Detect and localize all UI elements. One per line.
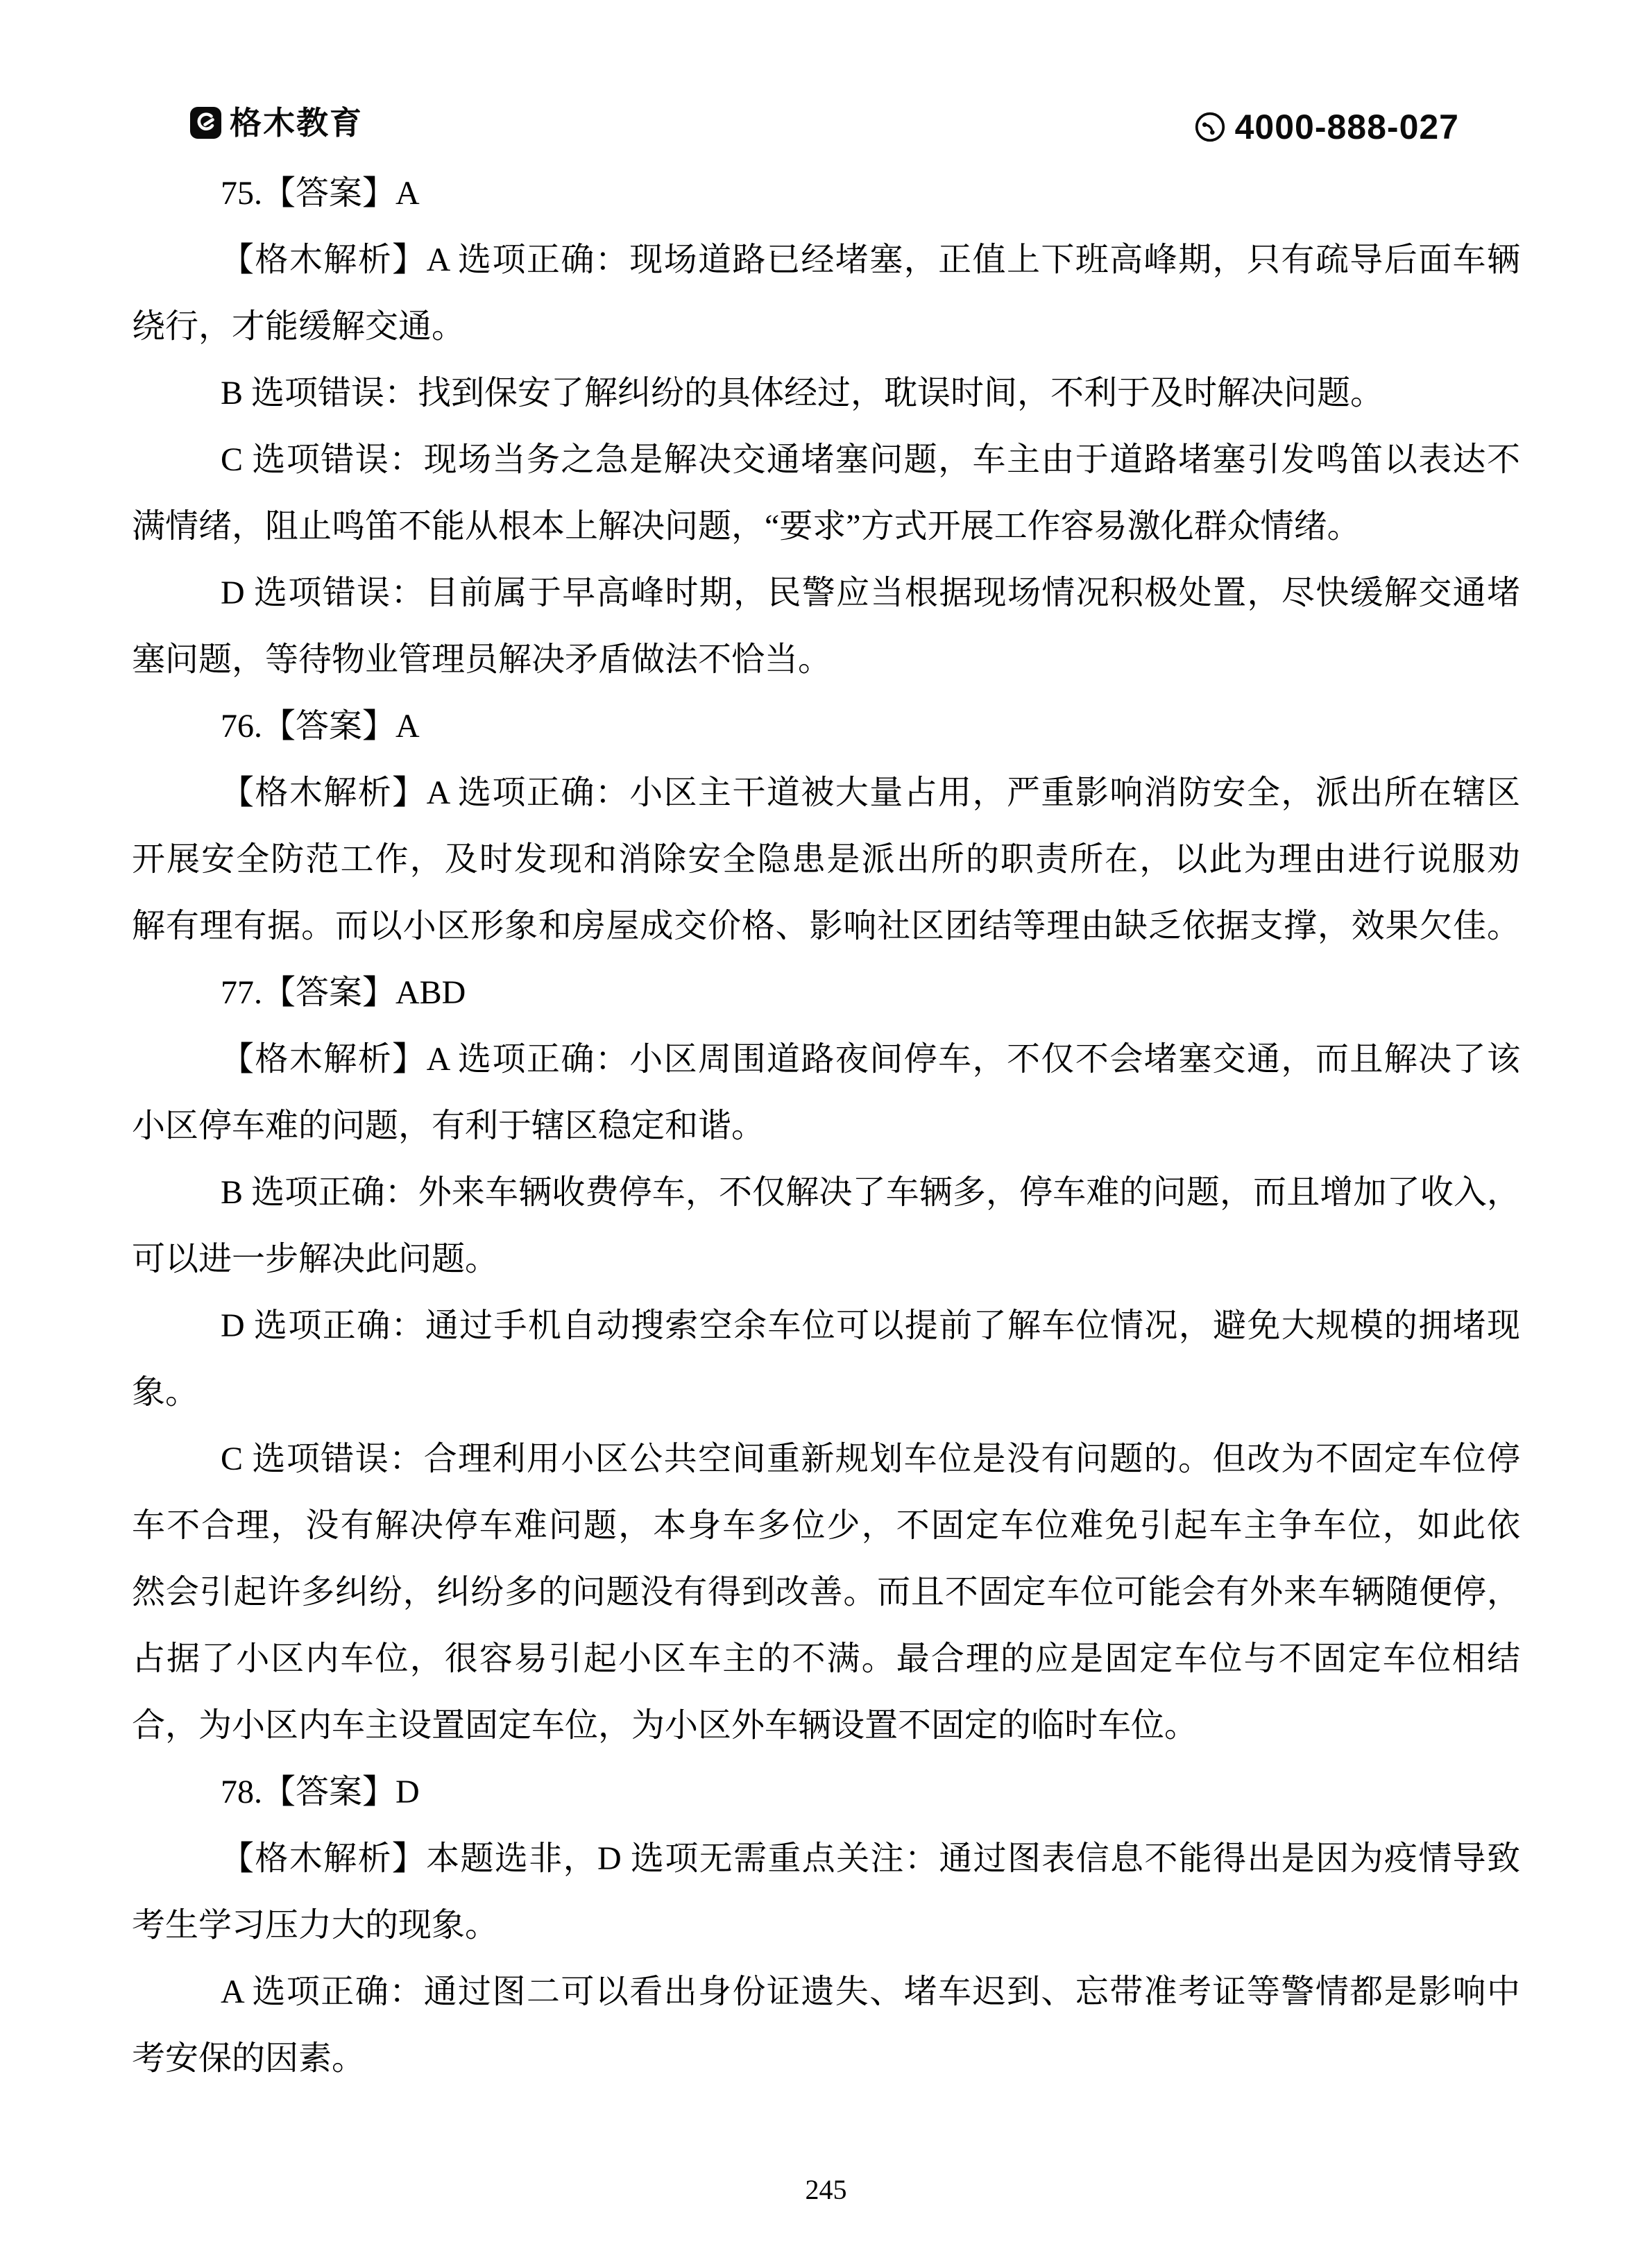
document-line: D 选项正确：通过手机自动搜索空余车位可以提前了解车位情况，避免大规模的拥堵现 bbox=[221, 1307, 1520, 1344]
document-line: 绕行，才能缓解交通。 bbox=[132, 308, 466, 345]
document-body bbox=[132, 160, 1520, 2092]
document-line: A 选项正确：通过图二可以看出身份证遗失、堵车迟到、忘带准考证等警情都是影响中 bbox=[221, 1973, 1520, 2010]
answer-heading-77: 77.【答案】ABD bbox=[221, 974, 466, 1011]
document-line: C 选项错误：合理利用小区公共空间重新规划车位是没有问题的。但改为不固定车位停 bbox=[221, 1441, 1520, 1477]
phone-circle-icon bbox=[1195, 112, 1225, 142]
document-line: D 选项错误：目前属于早高峰时期，民警应当根据现场情况积极处置，尽快缓解交通堵 bbox=[221, 575, 1520, 611]
phone-contact bbox=[1195, 110, 1459, 144]
document-line: B 选项错误：找到保安了解纠纷的具体经过，耽误时间，不利于及时解决问题。 bbox=[221, 375, 1384, 411]
document-line: 塞问题，等待物业管理员解决矛盾做法不恰当。 bbox=[132, 641, 832, 678]
answer-heading-75: 75.【答案】A bbox=[221, 175, 420, 212]
document-line: 开展安全防范工作，及时发现和消除安全隐患是派出所的职责所在，以此为理由进行说服劝 bbox=[132, 841, 1520, 878]
gemu-education-logo-icon bbox=[190, 107, 221, 139]
document-line: 小区停车难的问题，有利于辖区稳定和谐。 bbox=[132, 1107, 765, 1144]
document-line: C 选项错误：现场当务之急是解决交通堵塞问题，车主由于道路堵塞引发鸣笛以表达不 bbox=[221, 441, 1520, 478]
document-line: B 选项正确：外来车辆收费停车，不仅解决了车辆多，停车难的问题，而且增加了收入， bbox=[221, 1174, 1520, 1211]
document-line: 考安保的因素。 bbox=[132, 2040, 366, 2077]
answer-heading-76: 76.【答案】A bbox=[221, 708, 420, 745]
document-line: 【格木解析】A 选项正确：现场道路已经堵塞，正值上下班高峰期，只有疏导后面车辆 bbox=[221, 241, 1520, 278]
document-line: 考生学习压力大的现象。 bbox=[132, 1907, 499, 1944]
document-line: 【格木解析】A 选项正确：小区主干道被大量占用，严重影响消防安全，派出所在辖区 bbox=[221, 774, 1520, 811]
page-header bbox=[132, 97, 1520, 160]
phone-number: 4000-888-027 bbox=[1234, 108, 1459, 146]
document-line: 满情绪，阻止鸣笛不能从根本上解决问题，“要求”方式开展工作容易激化群众情绪。 bbox=[132, 508, 1361, 545]
brand bbox=[190, 107, 363, 139]
document-line: 车不合理，没有解决停车难问题，本身车多位少，不固定车位难免引起车主争车位，如此依 bbox=[132, 1507, 1520, 1544]
document-line: 然会引起许多纠纷，纠纷多的问题没有得到改善。而且不固定车位可能会有外来车辆随便停， bbox=[132, 1574, 1520, 1611]
answer-heading-78: 78.【答案】D bbox=[221, 1774, 420, 1810]
document-line: 解有理有据。而以小区形象和房屋成交价格、影响社区团结等理由缺乏依据支撑，效果欠佳。 bbox=[132, 908, 1520, 944]
page-number: 245 bbox=[805, 2174, 847, 2205]
document-line: 合，为小区内车主设置固定车位，为小区外车辆设置不固定的临时车位。 bbox=[132, 1707, 1198, 1744]
brand-name: 格木教育 bbox=[230, 105, 363, 141]
document-line: 象。 bbox=[132, 1374, 199, 1411]
document-line: 【格木解析】A 选项正确：小区周围道路夜间停车，不仅不会堵塞交通，而且解决了该 bbox=[221, 1041, 1520, 1078]
document-line: 【格木解析】本题选非，D 选项无需重点关注：通过图表信息不能得出是因为疫情导致 bbox=[221, 1840, 1520, 1877]
document-line: 占据了小区内车位，很容易引起小区车主的不满。最合理的应是固定车位与不固定车位相结 bbox=[132, 1640, 1520, 1677]
document-line: 可以进一步解决此问题。 bbox=[132, 1241, 499, 1277]
